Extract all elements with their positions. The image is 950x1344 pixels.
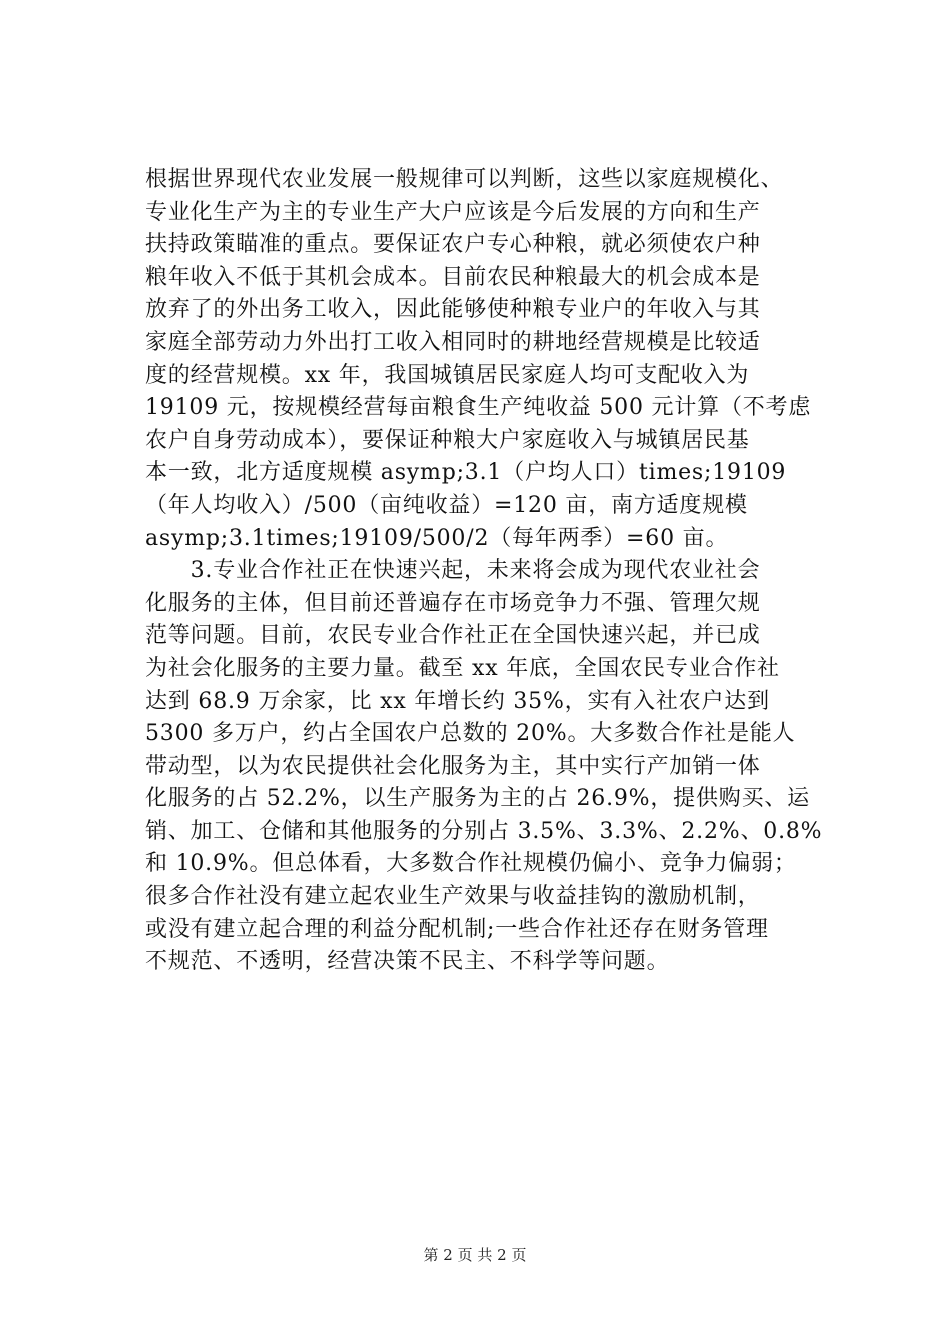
paragraph-start-line: 3.专业合作社正在快速兴起，未来将会成为现代农业社会 [145, 558, 761, 584]
text-line: （年人均收入）/500（亩纯收益）=120 亩，南方适度规模 [145, 492, 748, 518]
text-line: asymp;3.1times;19109/500/2（每年两季）=60 亩。 [145, 525, 729, 551]
page-number-footer: 第 2 页 共 2 页 [423, 1246, 527, 1264]
text-line: 放弃了的外出务工收入，因此能够使种粮专业户的年收入与其 [145, 297, 761, 323]
text-line: 根据世界现代农业发展一般规律可以判断，这些以家庭规模化、 [145, 167, 784, 192]
text-line: 或没有建立起合理的利益分配机制;一些合作社还存在财务管理 [145, 916, 769, 942]
text-line: 很多合作社没有建立起农业生产效果与收益挂钩的激励机制， [145, 884, 761, 910]
text-line: 达到 68.9 万余家，比 xx 年增长约 35%，实有入社农户达到 [145, 688, 770, 714]
text-line: 19109 元，按规模经营每亩粮食生产纯收益 500 元计算（不考虑 [145, 395, 812, 421]
text-line: 专业化生产为主的专业生产大户应该是今后发展的方向和生产 [145, 199, 761, 225]
text-line: 家庭全部劳动力外出打工收入相同时的耕地经营规模是比较适 [145, 329, 761, 355]
text-line: 度的经营规模。xx 年，我国城镇居民家庭人均可支配收入为 [145, 362, 750, 388]
text-line: 粮年收入不低于其机会成本。目前农民种粮最大的机会成本是 [145, 264, 761, 290]
text-line: 范等问题。目前，农民专业合作社正在全国快速兴起，并已成 [145, 623, 761, 649]
text-line: 农户自身劳动成本），要保证种粮大户家庭收入与城镇居民基 [145, 427, 750, 453]
text-line: 化服务的占 52.2%，以生产服务为主的占 26.9%，提供购买、运 [145, 786, 810, 812]
text-line: 化服务的主体，但目前还普遍存在市场竞争力不强、管理欠规 [145, 590, 761, 616]
text-line: 不规范、不透明，经营决策不民主、不科学等问题。 [145, 949, 670, 975]
text-line: 5300 多万户，约占全国农户总数的 20%。大多数合作社是能人 [145, 721, 796, 747]
text-line: 为社会化服务的主要力量。截至 xx 年底，全国农民专业合作社 [145, 655, 780, 681]
body-text [145, 164, 835, 979]
text-line: 销、加工、仓储和其他服务的分别占 3.5%、3.3%、2.2%、0.8% [145, 818, 823, 844]
text-line: 本一致，北方适度规模 asymp;3.1（户均人口）times;19109 [145, 460, 787, 486]
text-line: 扶持政策瞄准的重点。要保证农户专心种粮，就必须使农户种 [145, 232, 761, 258]
text-line: 带动型，以为农民提供社会化服务为主，其中实行产加销一体 [145, 753, 761, 779]
text-line: 和 10.9%。但总体看，大多数合作社规模仍偏小、竞争力偏弱； [145, 851, 797, 877]
